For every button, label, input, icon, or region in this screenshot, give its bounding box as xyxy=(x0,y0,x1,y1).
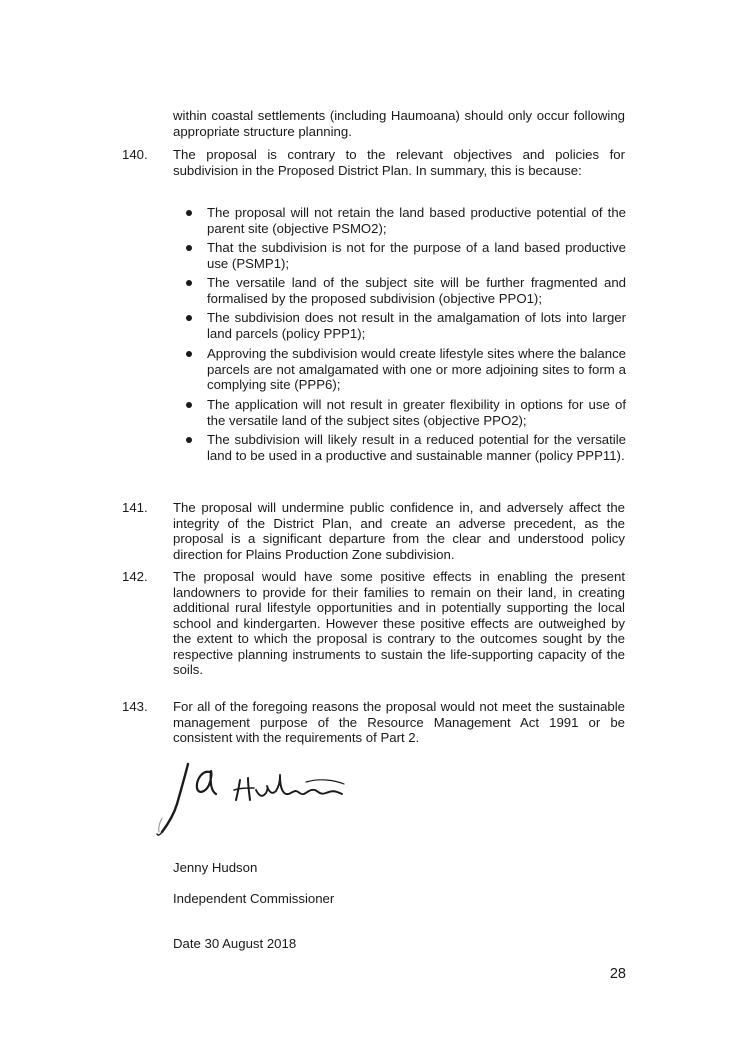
signature-date: Date 30 August 2018 xyxy=(173,936,297,951)
list-item-text: The subdivision will likely result in a reduced potential for the versatile land to be used in a productive and sustainable manner (policy PPP11). xyxy=(207,432,626,463)
paragraph-text: For all of the foregoing reasons the proposal would not meet the sustainable management purpose of the Resource Management Act 1991 or be consistent with the requirements of Part 2. xyxy=(173,699,625,745)
bullet-icon xyxy=(186,280,192,286)
paragraph-text: The proposal will undermine public confidence in, and adversely affect the integrity of the District Plan, and create an adverse precedent, as the proposal is a significant departure from the clear and understood policy direction for Plains Production Zone subdivision. xyxy=(173,500,625,562)
signatory-title: Independent Commissioner xyxy=(173,891,335,906)
list-item-text: The application will not result in greater flexibility in options for use of the versatile land of the subject sites (objective PPO2); xyxy=(207,397,626,428)
list-item-text: The versatile land of the subject site will be further fragmented and formalised by the proposed subdivision (objective PPO1); xyxy=(207,275,626,306)
signatory-name: Jenny Hudson xyxy=(173,860,258,875)
bullet-icon xyxy=(186,402,192,408)
list-item-text: The proposal will not retain the land based productive potential of the parent site (objective PSMO2); xyxy=(207,205,626,236)
page-number: 28 xyxy=(609,966,626,982)
list-item-text: Approving the subdivision would create lifestyle sites where the balance parcels are not amalgamated with one or more adjoining sites to form a complying site (PPP6); xyxy=(207,346,626,392)
paragraph-number: 142. xyxy=(122,569,148,584)
signature xyxy=(150,758,360,843)
list-item-text: The subdivision does not result in the amalgamation of lots into larger land parcels (policy PPP1); xyxy=(207,310,626,341)
paragraph-text: The proposal would have some positive effects in enabling the present landowners to provide for their families to remain on their land, in creating additional rural lifestyle opportunities and in potentially supporting the local school and kindergarten. However these positive effects are outweighed by the extent to which the proposal is contrary to the outcomes sought by the respective planning instruments to sustain the life-supporting capacity of the soils. xyxy=(173,569,625,677)
continued-text: within coastal settlements (including Haumoana) should only occur following appropriate structure planning. xyxy=(173,108,625,139)
paragraph-number: 140. xyxy=(122,147,148,162)
bullet-icon xyxy=(186,315,192,321)
paragraph-text: The proposal is contrary to the relevant objectives and policies for subdivision in the Proposed District Plan. In summary, this is because: xyxy=(173,147,625,178)
bullet-icon xyxy=(186,210,192,216)
paragraph-number: 143. xyxy=(122,699,148,714)
paragraph-number: 141. xyxy=(122,500,148,515)
bullet-icon xyxy=(186,351,192,357)
bullet-icon xyxy=(186,245,192,251)
bullet-icon xyxy=(186,437,192,443)
list-item-text: That the subdivision is not for the purpose of a land based productive use (PSMP1); xyxy=(207,240,626,271)
